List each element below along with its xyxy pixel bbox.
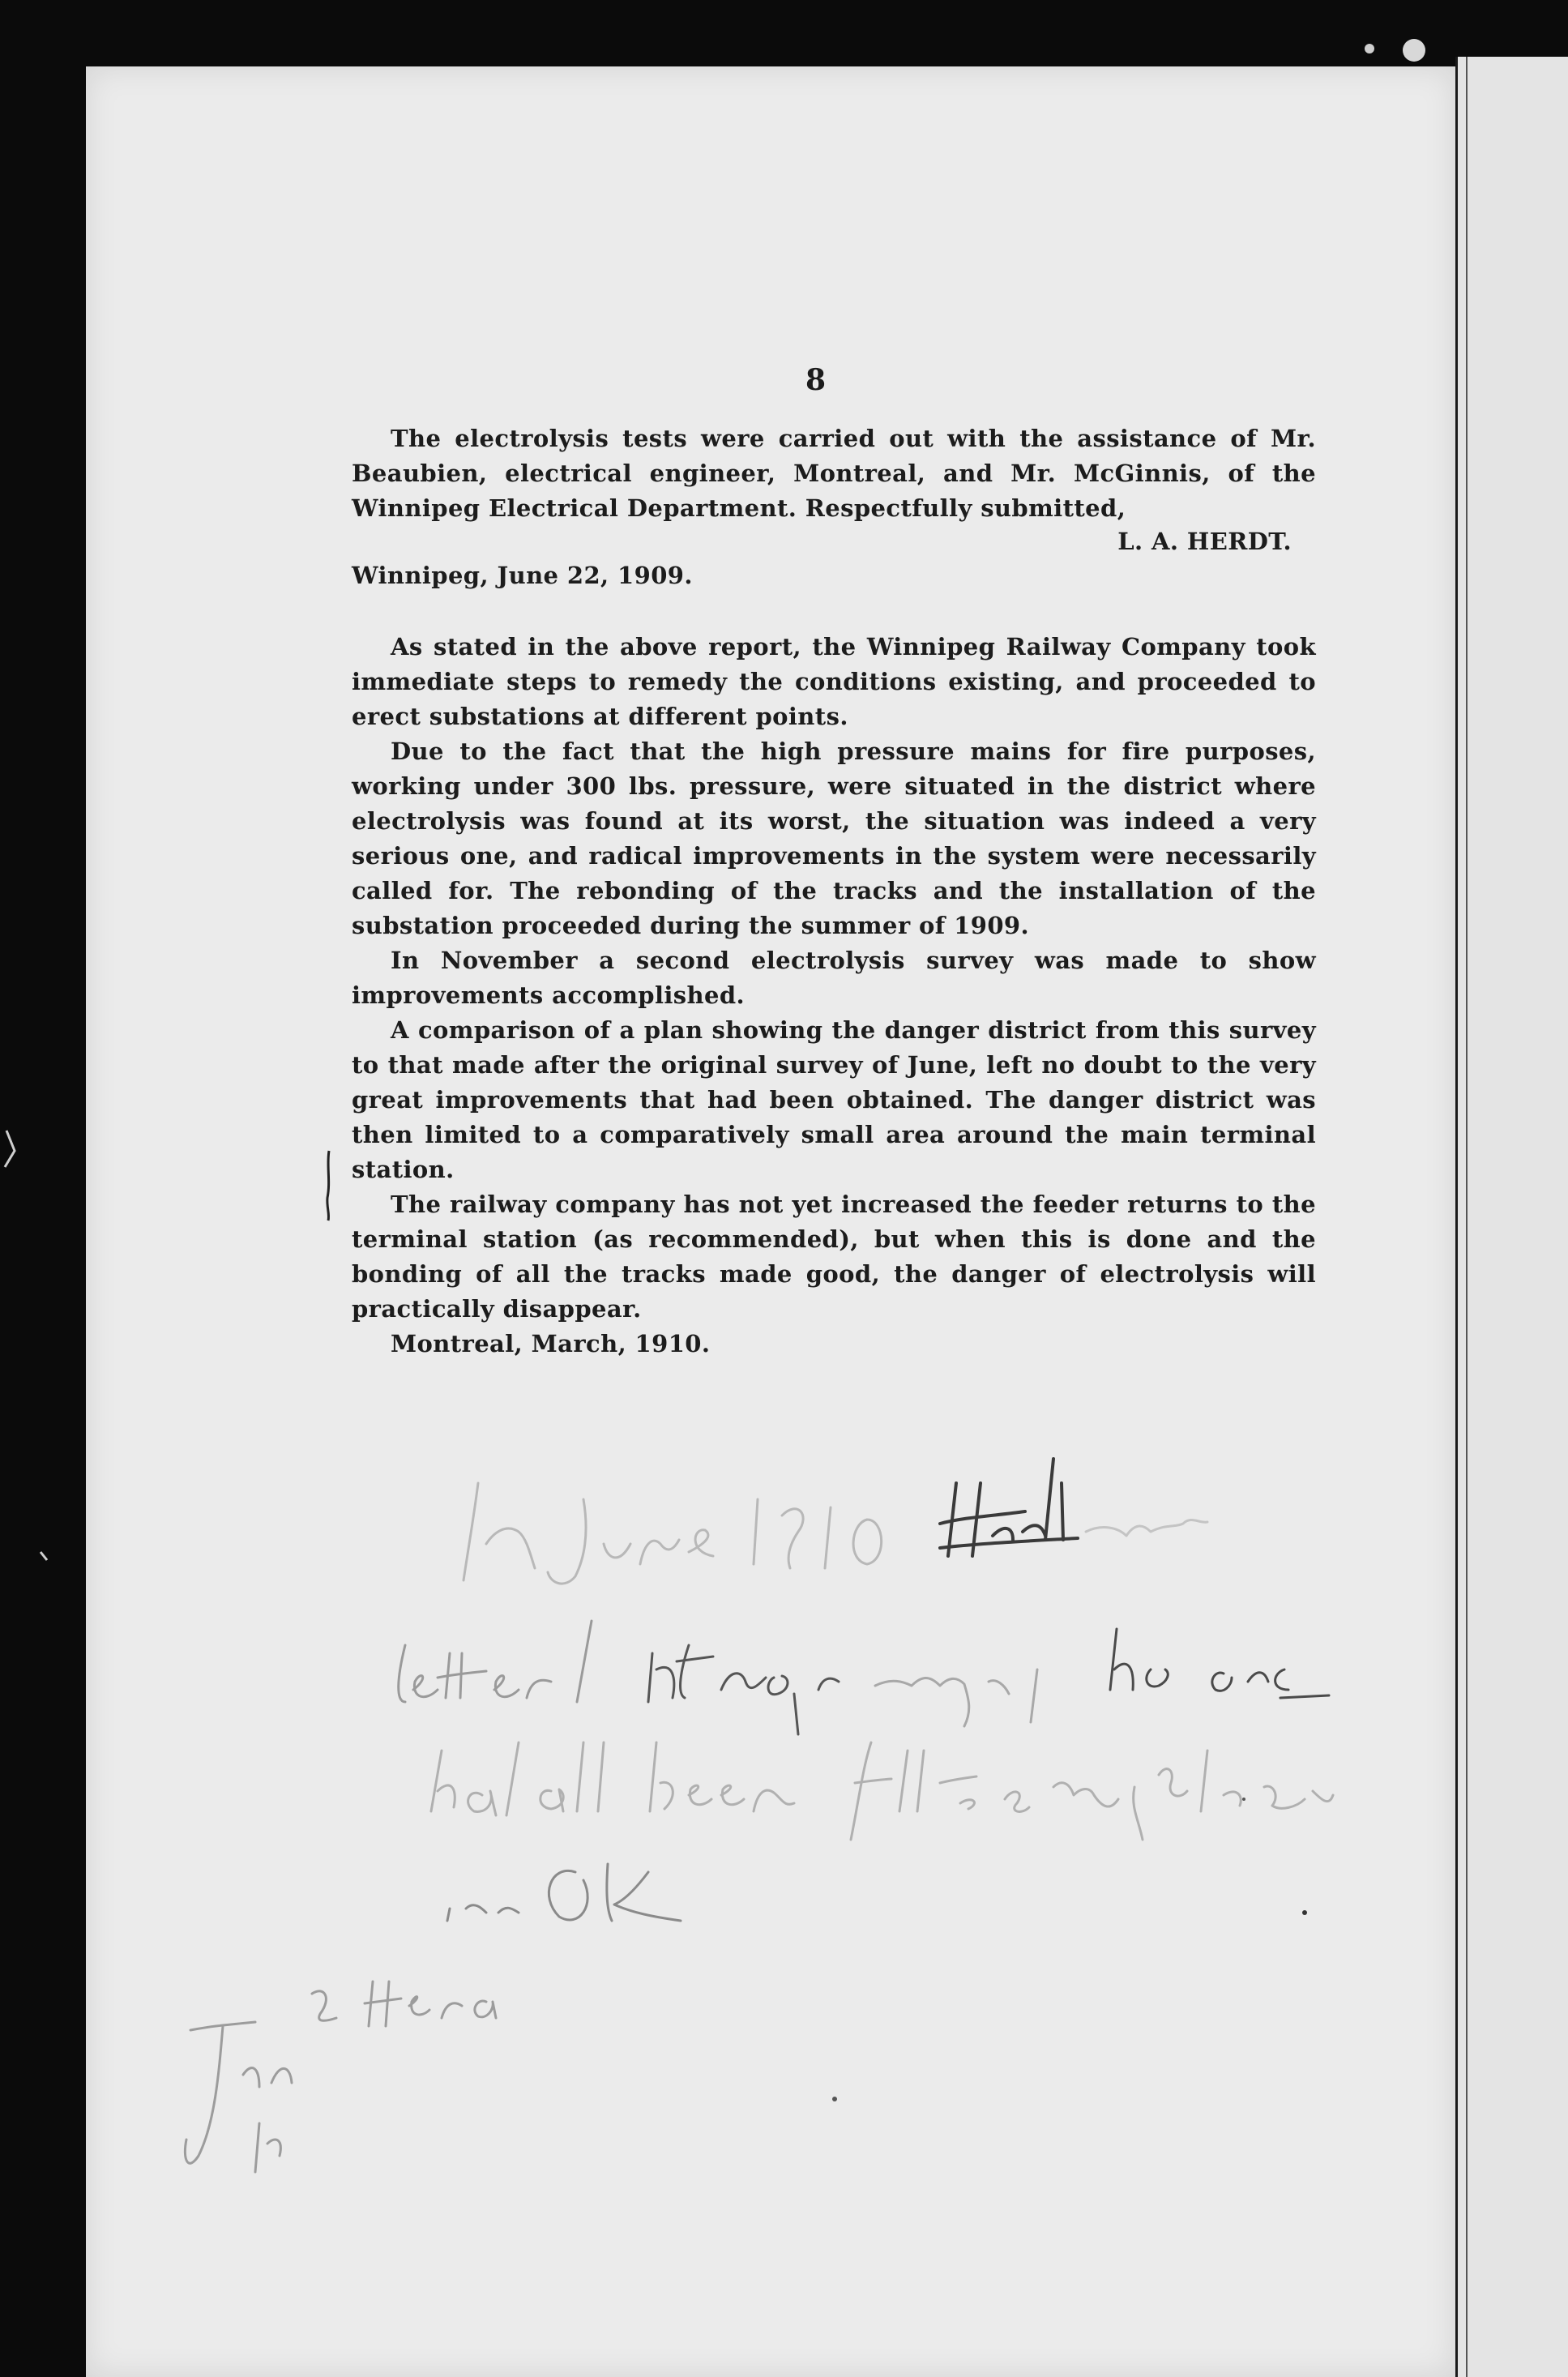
report-closing-paragraph: The electrolysis tests were carried out with the assistance of Mr. Beaubien, electrical engineer, Montreal, and Mr. McGinnis, of the Winnipeg Electrical Department. Respectfully submitted,	[352, 425, 1316, 522]
closing-place-date: Montreal, March, 1910.	[391, 1330, 711, 1357]
paragraph-3: In November a second electrolysis survey was made to show improvements accomplished.	[352, 947, 1316, 1009]
paragraph-4: A comparison of a plan showing the danger district from this survey to that made after the original survey of June, left no doubt to the very great improvements that had been obtained. The danger district was then limited to a comparatively small area around the main terminal station.	[352, 1016, 1316, 1183]
paragraph-2: Due to the fact that the high pressure mains for fire purposes, working under 300 lbs. pressure, were situated in the district where electrolysis was found at its worst, the situation was indeed a very serious one, and radical improvements in the system were necessarily called for. The rebonding of the tracks and the installation of the substation proceeded during the summer of 1909.	[352, 737, 1316, 939]
page-number: 8	[805, 363, 827, 397]
paragraph-1: As stated in the above report, the Winnipeg Railway Company took immediate steps to remedy the conditions existing, and proceeded to erect substations at different points.	[352, 633, 1316, 730]
report-place-date: Winnipeg, June 22, 1909.	[352, 562, 693, 589]
report-signer: L. A. HERDT.	[1117, 528, 1292, 555]
paragraph-5: The railway company has not yet increased the feeder returns to the terminal station (as recommended), but when this is done and the bonding of all the tracks made good, the danger of electrolysis will practically disappear.	[352, 1191, 1316, 1323]
